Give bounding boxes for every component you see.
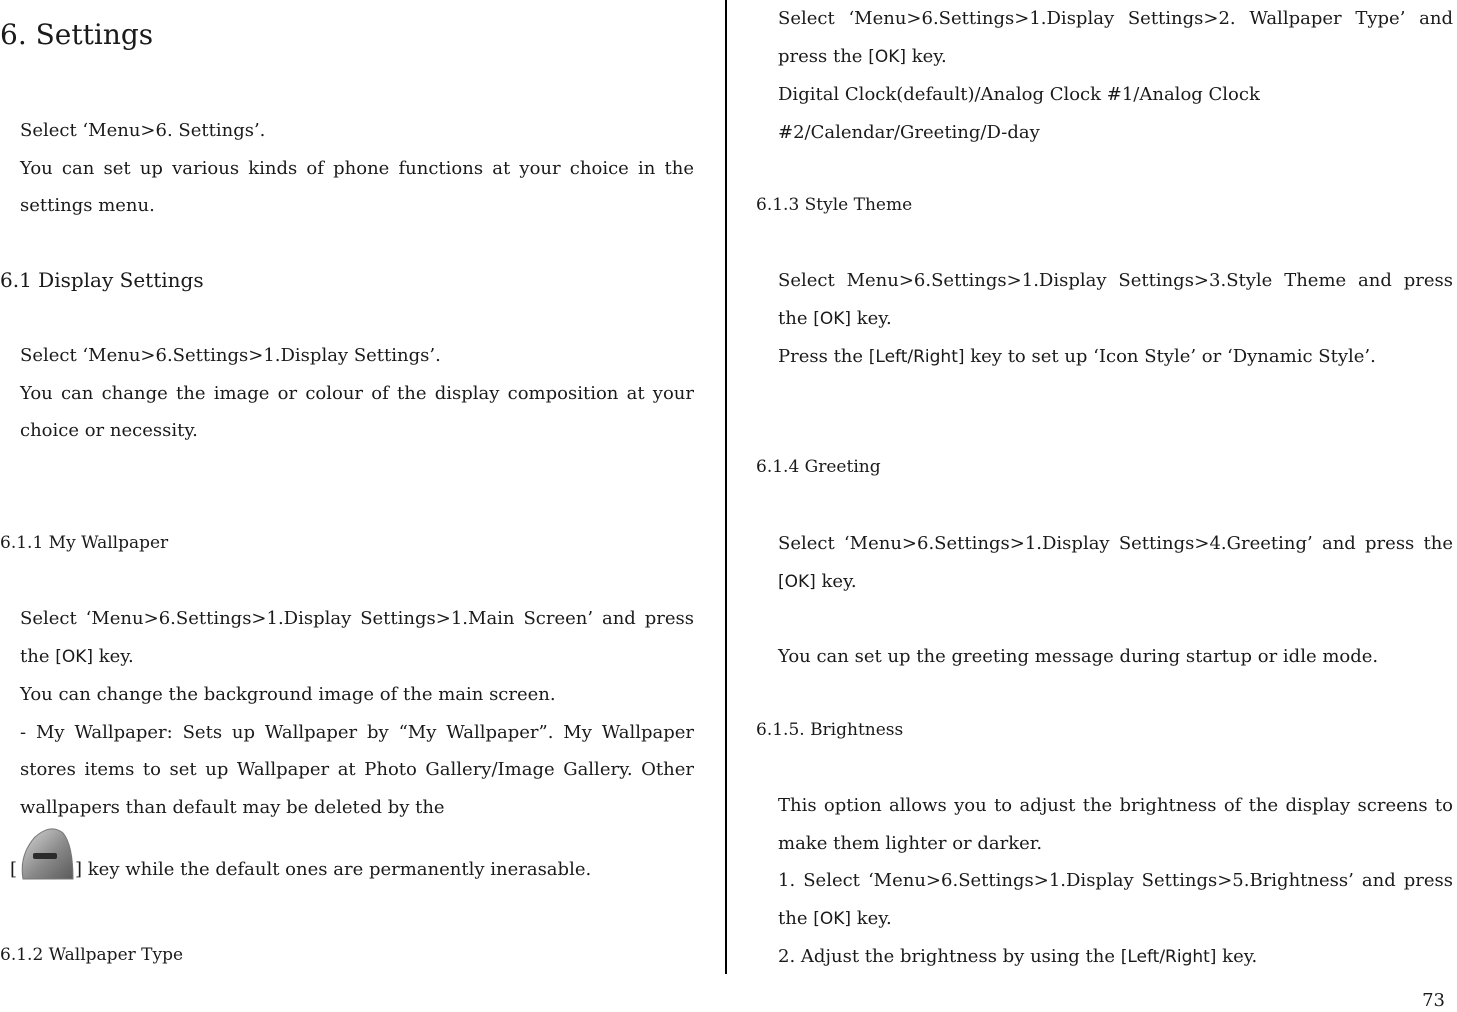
greeting-heading: 6.1.4 Greeting: [756, 457, 881, 477]
brightness-desc: This option allows you to adjust the brightness of the display screens to make them lighter or darker.: [778, 795, 1453, 854]
column-divider: [725, 0, 727, 974]
ok-key-label: [OK]: [55, 646, 93, 667]
style-theme-text: [778, 262, 1453, 377]
brightness-text: [778, 787, 1453, 977]
intro-text: [20, 112, 694, 225]
ok-key-label: [OK]: [868, 46, 906, 67]
display-settings-text: [20, 337, 694, 450]
style-theme-heading: 6.1.3 Style Theme: [756, 195, 913, 215]
style-theme-press: Press the [Left/Right] key to set up ‘Icon Style’ or ‘Dynamic Style’.: [778, 346, 1376, 367]
wallpaper-type-text: [778, 0, 1453, 151]
end-key-icon: [17, 825, 75, 881]
display-settings-line-1: Select ‘Menu>6.Settings>1.Display Settings’.: [20, 345, 441, 366]
page-number: 73: [1422, 990, 1445, 1011]
wallpaper-type-select: Select ‘Menu>6.Settings>1.Display Settings>2. Wallpaper Type’ and press the [OK] key.: [778, 8, 1453, 67]
my-wallpaper-heading: 6.1.1 My Wallpaper: [0, 533, 169, 553]
brightness-step-1: 1. Select ‘Menu>6.Settings>1.Display Settings>5.Brightness’ and press the [OK] key.: [778, 870, 1453, 929]
style-theme-select: Select Menu>6.Settings>1.Display Settings>3.Style Theme and press the [OK] key.: [778, 270, 1453, 329]
my-wallpaper-select: Select ‘Menu>6.Settings>1.Display Settings>1.Main Screen’ and press the [OK] key.: [20, 608, 694, 667]
left-right-key-label: [Left/Right]: [868, 347, 965, 367]
left-right-key-label: [Left/Right]: [1120, 947, 1217, 967]
wallpaper-type-options-1: Digital Clock(default)/Analog Clock #1/Analog Clock: [778, 84, 1260, 105]
end-key-line: [ ] key while the default ones are permanently inerasable.: [10, 825, 694, 889]
page-title: 6. Settings: [0, 18, 154, 51]
display-settings-heading: 6.1 Display Settings: [0, 268, 204, 292]
my-wallpaper-desc: - My Wallpaper: Sets up Wallpaper by “My Wallpaper”. My Wallpaper stores items to set up Wallpaper at Photo Gallery/Image Gallery. Other wallpapers than default may be deleted by the: [20, 721, 694, 818]
intro-line-1: Select ‘Menu>6. Settings’.: [20, 120, 266, 141]
greeting-desc: You can set up the greeting message during startup or idle mode.: [778, 646, 1379, 667]
wallpaper-type-heading: 6.1.2 Wallpaper Type: [0, 945, 184, 965]
my-wallpaper-text: [20, 600, 694, 826]
intro-line-2: You can set up various kinds of phone functions at your choice in the settings menu.: [20, 157, 694, 216]
display-settings-line-2: You can change the image or colour of the display composition at your choice or necessity.: [20, 382, 694, 441]
greeting-select-text: Select ‘Menu>6.Settings>1.Display Settings>4.Greeting’ and press the [OK] key.: [778, 533, 1453, 592]
brightness-heading: 6.1.5. Brightness: [756, 720, 904, 740]
my-wallpaper-change: You can change the background image of the main screen.: [20, 684, 556, 705]
ok-key-label: [OK]: [778, 571, 816, 592]
ok-key-label: [OK]: [813, 908, 851, 929]
wallpaper-type-options-2: #2/Calendar/Greeting/D-day: [778, 121, 1040, 143]
brightness-step-2: 2. Adjust the brightness by using the [Left/Right] key.: [778, 946, 1258, 967]
ok-key-label: [OK]: [813, 308, 851, 329]
